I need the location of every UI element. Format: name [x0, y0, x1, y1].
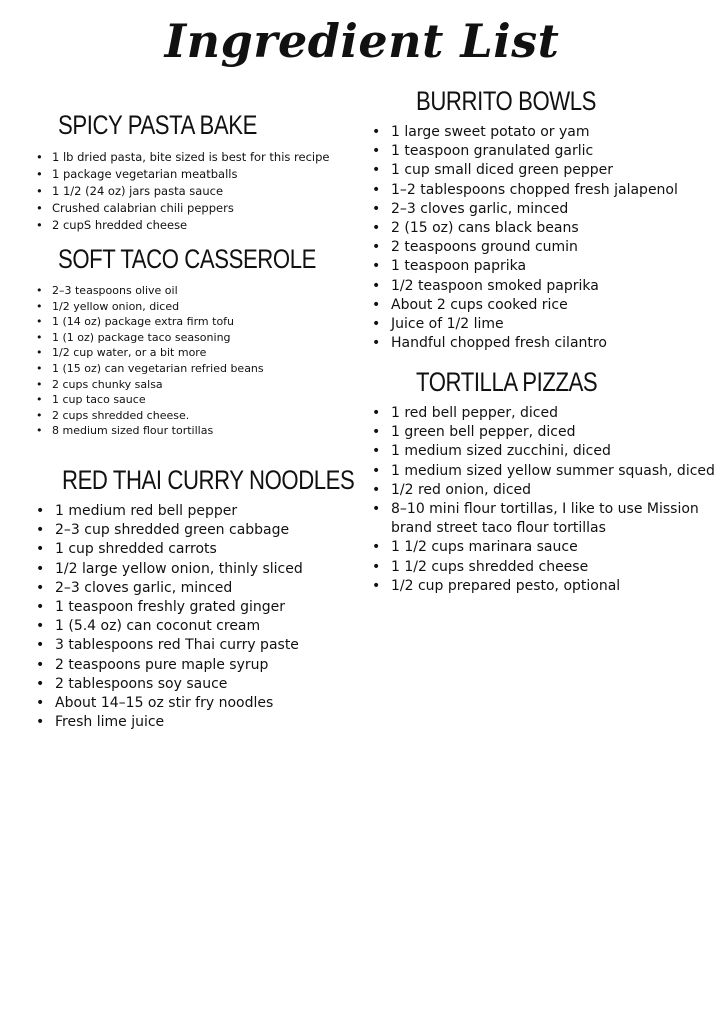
- list-item: • 1 1/2 (24 oz) jars pasta sauce: [34, 183, 330, 200]
- ingredient-list: [36, 502, 419, 732]
- list-item: • 1 (5.4 oz) can coconut cream: [36, 617, 419, 636]
- ingredient-list: [372, 123, 678, 353]
- list-item: • 1 (15 oz) can vegetarian refried beans: [34, 361, 373, 377]
- list-item: • 1/2 teaspoon smoked paprika: [372, 277, 678, 296]
- list-item: • 1 large sweet potato or yam: [372, 123, 678, 142]
- list-item: • 1 teaspoon granulated garlic: [372, 142, 678, 161]
- list-item: • 1 medium red bell pepper: [36, 502, 419, 521]
- list-item: • 1 cup small diced green pepper: [372, 161, 678, 180]
- list-item: • 1 1/2 cups marinara sauce: [372, 538, 715, 557]
- list-item: • 1/2 yellow onion, diced: [34, 299, 373, 315]
- list-item: • 1 medium sized zucchini, diced: [372, 442, 715, 461]
- section-heading: RED THAI CURRY NOODLES: [62, 465, 355, 495]
- section-red-thai-curry-noodles: [36, 465, 419, 732]
- list-item: • 2–3 cloves garlic, minced: [36, 579, 419, 598]
- list-item: • 1/2 red onion, diced: [372, 481, 715, 500]
- list-item: • Juice of 1/2 lime: [372, 315, 678, 334]
- ingredient-list: [372, 404, 715, 596]
- list-item: • 1 (14 oz) package extra firm tofu: [34, 314, 373, 330]
- list-item: • 1 package vegetarian meatballs: [34, 166, 330, 183]
- list-item: • 1/2 cup water, or a bit more: [34, 345, 373, 361]
- list-item: • 8–10 mini flour tortillas, I like to use Mission: [372, 500, 715, 519]
- section-burrito-bowls: [372, 86, 678, 353]
- list-item: • 8 medium sized flour tortillas: [34, 423, 373, 439]
- list-item: • 1/2 cup prepared pesto, optional: [372, 577, 715, 596]
- list-item: • 1 lb dried pasta, bite sized is best for this recipe: [34, 149, 330, 166]
- list-item: • 1 cup taco sauce: [34, 392, 373, 408]
- list-item: • About 2 cups cooked rice: [372, 296, 678, 315]
- page-title: Ingredient List: [164, 14, 560, 68]
- section-heading: SOFT TACO CASSEROLE: [58, 244, 316, 274]
- list-item: • 1 cup shredded carrots: [36, 540, 419, 559]
- list-item: • 1 red bell pepper, diced: [372, 404, 715, 423]
- list-item: • 1–2 tablespoons chopped fresh jalapenol: [372, 181, 678, 200]
- section-heading: BURRITO BOWLS: [416, 86, 597, 116]
- section-spicy-pasta-bake: [34, 110, 330, 234]
- section-tortilla-pizzas: [372, 367, 715, 596]
- section-heading: TORTILLA PIZZAS: [416, 367, 598, 397]
- list-item: • Crushed calabrian chili peppers: [34, 200, 330, 217]
- list-item: • 2–3 teaspoons olive oil: [34, 283, 373, 299]
- list-item: • 2 tablespoons soy sauce: [36, 675, 419, 694]
- list-item: • Fresh lime juice: [36, 713, 419, 732]
- list-item: • 3 tablespoons red Thai curry paste: [36, 636, 419, 655]
- list-item: • 1 green bell pepper, diced: [372, 423, 715, 442]
- list-item: • 1 1/2 cups shredded cheese: [372, 558, 715, 577]
- ingredient-list: [34, 283, 373, 439]
- list-item: • 2 (15 oz) cans black beans: [372, 219, 678, 238]
- list-item: • 1 teaspoon paprika: [372, 257, 678, 276]
- list-item: • 2 cups shredded cheese.: [34, 408, 373, 424]
- list-item: • 1 medium sized yellow summer squash, diced: [372, 462, 715, 481]
- list-item: • About 14–15 oz stir fry noodles: [36, 694, 419, 713]
- list-item: • Handful chopped fresh cilantro: [372, 334, 678, 353]
- list-item: • 1 (1 oz) package taco seasoning: [34, 330, 373, 346]
- list-item: • 2 teaspoons pure maple syrup: [36, 656, 419, 675]
- list-item: • 1 teaspoon freshly grated ginger: [36, 598, 419, 617]
- ingredient-list: [34, 149, 330, 234]
- list-item: • 2–3 cloves garlic, minced: [372, 200, 678, 219]
- list-item-continuation: brand street taco flour tortillas: [391, 520, 606, 537]
- list-item: • 2 teaspoons ground cumin: [372, 238, 678, 257]
- section-soft-taco-casserole: [34, 244, 373, 439]
- list-item: • 2–3 cup shredded green cabbage: [36, 521, 419, 540]
- list-item: • 1/2 large yellow onion, thinly sliced: [36, 560, 419, 579]
- list-item: • 2 cups chunky salsa: [34, 377, 373, 393]
- section-heading: SPICY PASTA BAKE: [58, 110, 257, 140]
- list-item: • 2 cupS hredded cheese: [34, 217, 330, 234]
